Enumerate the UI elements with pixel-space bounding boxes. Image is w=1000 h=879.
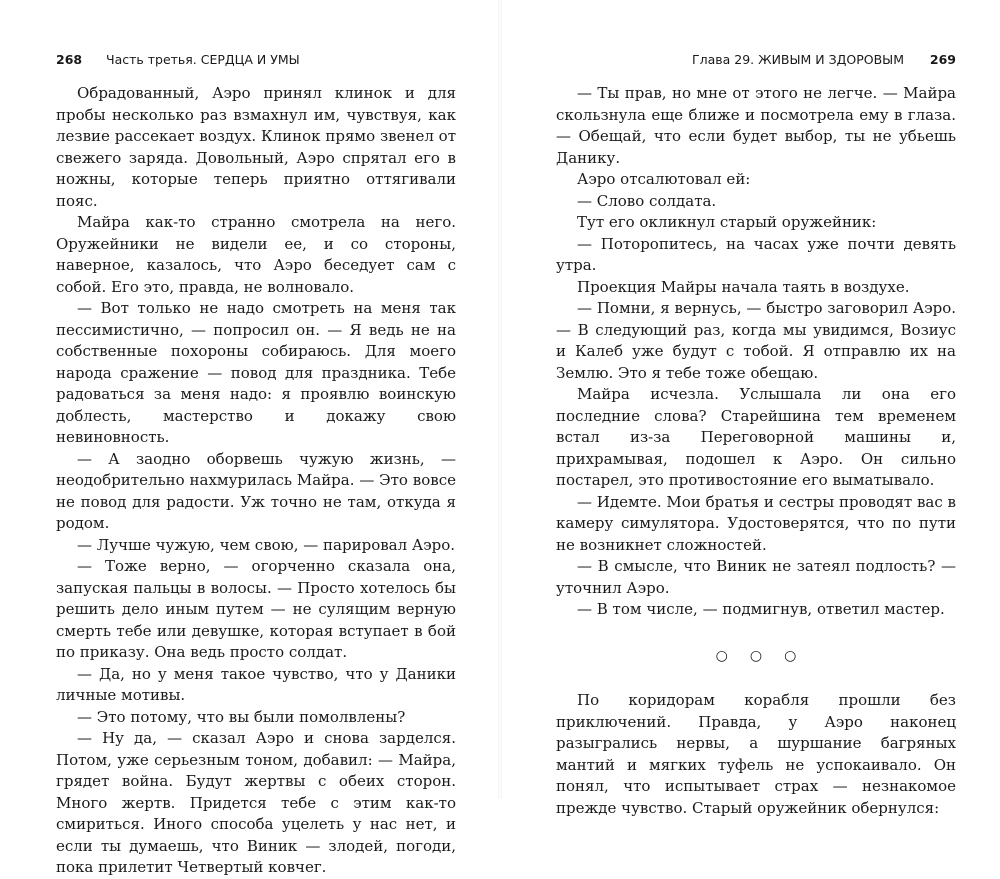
paragraph: Аэро отсалютовал ей: (577, 170, 751, 188)
right-page-body (556, 83, 956, 819)
paragraph: — Идемте. Мои братья и сестры проводят вас в камеру симулятора. Удостоверятся, что по пути не возникнет сложностей. (556, 492, 956, 554)
paragraph: — Помни, я вернусь, — быстро заговорил Аэро. — В следующий раз, когда мы увидимся, Возиус и Калеб уже будут с тобой. Я отправлю их на Землю. Это я тебе тоже обещаю. (556, 299, 956, 382)
paragraph: — Ну да, — сказал Аэро и снова зарделся. Потом, уже серьезным тоном, добавил: — Майра, грядет война. Будут жертвы с обеих сторон. Много жертв. Придется тебе с этим как-то смириться. Иного способа уцелеть у нас нет, и если ты думаешь, что Виник — злодей, погоди, пока прилетит Четвертый ковчег. (56, 729, 456, 876)
section-break-circle: ○ (749, 647, 763, 664)
paragraph: Майра как-то странно смотрела на него. Оружейники не видели ее, и со стороны, наверное, казалось, что Аэро беседует сам с собой. Его это, правда, не волновало. (56, 213, 456, 296)
paragraph: — В смысле, что Виник не затеял подлость? — уточнил Аэро. (556, 557, 956, 597)
paragraph: — Слово солдата. (577, 191, 717, 210)
left-running-head-title: Часть третья. СЕРДЦА И УМЫ (106, 52, 300, 67)
paragraph: — Ты прав, но мне от этого не легче. — Майра скользнула еще ближе и посмотрела ему в глаза. — Обещай, что если будет выбор, ты не убьешь Данику. (556, 84, 956, 167)
section-break-circle: ○ (784, 647, 797, 664)
paragraph: — А заодно оборвешь чужую жизнь, — неодобрительно нахмурилась Майра. — Это вовсе не повод для радости. Уж точно не там, откуда я родом. (56, 449, 456, 532)
section-break-circle: ○ (715, 647, 728, 664)
right-page-number: 269 (929, 52, 956, 67)
book-gutter (498, 0, 502, 799)
paragraph: Обрадованный, Аэро принял клинок и для пробы несколько раз взмахнул им, чувствуя, как лезвие рассекает воздух. Клинок прямо звенел от свежего заряда. Довольный, Аэро спрятал его в ножны, которые теперь приятно оттягивали пояс. (56, 84, 456, 210)
paragraph: — В том числе, — подмигнув, ответил мастер. (577, 600, 945, 618)
left-page-body (56, 83, 456, 879)
paragraph: Тут его окликнул старый оружейник: (577, 213, 877, 231)
paragraph: Проекция Майры начала таять в воздухе. (577, 277, 910, 296)
paragraph: — Поторопитесь, на часах уже почти девять утра. (556, 234, 956, 274)
right-running-head (556, 52, 956, 72)
right-running-head-title: Глава 29. ЖИВЫМ И ЗДОРОВЫМ (691, 52, 904, 67)
left-page-number: 268 (56, 52, 83, 67)
section-break (556, 646, 956, 668)
left-running-head (56, 52, 456, 72)
paragraph: — Тоже верно, — огорченно сказала она, запуская пальцы в волосы. — Просто хотелось бы решить дело иным путем — не сулящим верную смерть тебе или девушке, которая вступает в бой по приказу. Она ведь просто солдат. (56, 557, 456, 661)
paragraph: — Да, но у меня такое чувство, что у Даники личные мотивы. (56, 664, 456, 704)
paragraph: По коридорам корабля прошли без приключений. Правда, у Аэро наконец разыгрались нервы, а шуршание багряных мантий и мягких туфель не успокаивало. Он понял, что испытывает страх — незнакомое прежде чувство. Старый оружейник обернулся: (556, 691, 956, 817)
paragraph: — Вот только не надо смотреть на меня так пессимистично, — попросил он. — Я ведь не на собственные похороны собираюсь. Для моего народа сражение — повод для праздника. Тебе радоваться за меня надо: я проявлю воинскую доблесть, мастерство и докажу свою невиновность. (56, 299, 456, 446)
paragraph: Майра исчезла. Услышала ли она его последние слова? Старейшина тем временем встал из-за Переговорной машины и, прихрамывая, подошел к Аэро. Он сильно постарел, это противостояние его выматывало. (556, 385, 956, 489)
paragraph: — Это потому, что вы были помолвлены? (77, 707, 406, 726)
paragraph: — Лучше чужую, чем свою, — парировал Аэро. (77, 535, 456, 554)
